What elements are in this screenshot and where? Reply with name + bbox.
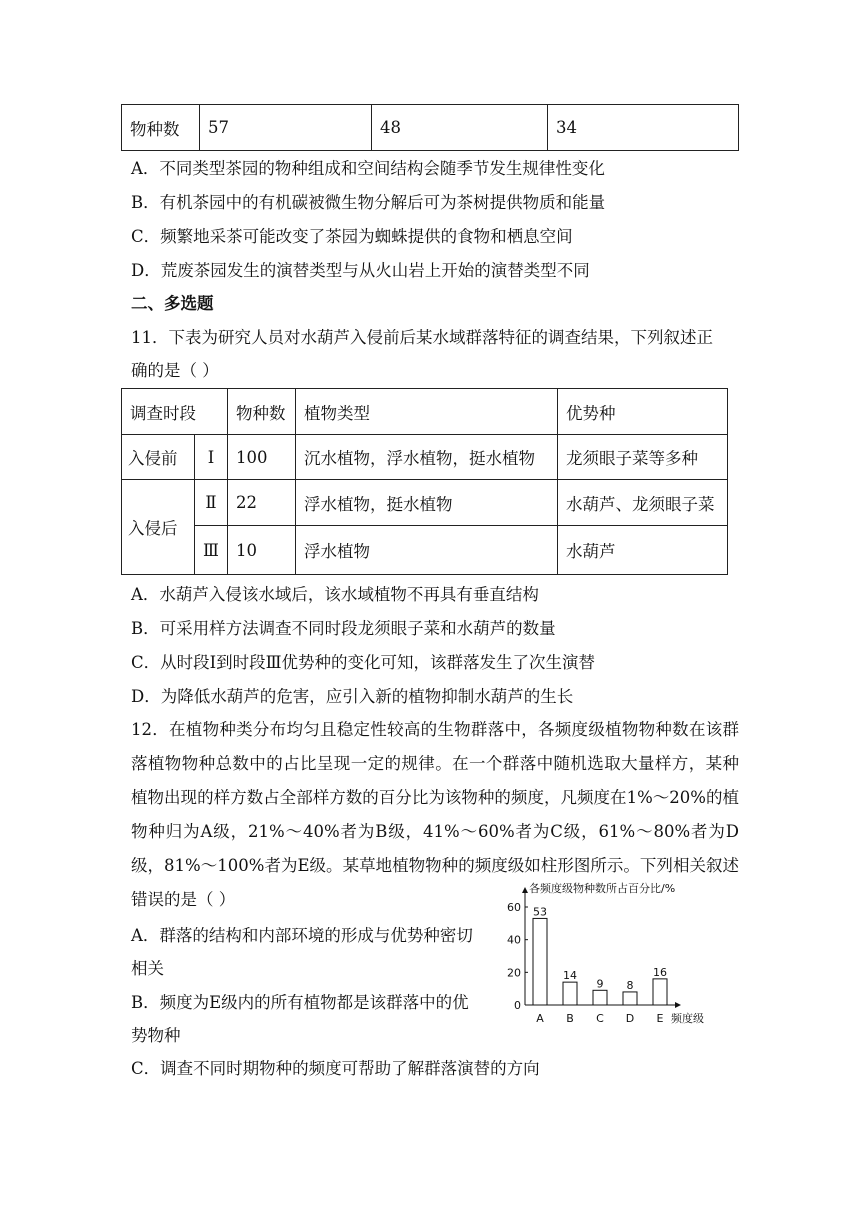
q11-count: 100 — [228, 435, 296, 480]
q10-option-b: B．有机茶园中的有机碳被微生物分解后可为茶树提供物质和能量 — [131, 193, 606, 212]
x-tick-label: E — [656, 1012, 664, 1025]
q12-option-a-cont: 相关 — [131, 959, 164, 978]
q11-plants: 浮水植物 — [296, 526, 558, 575]
x-tick-label: B — [566, 1012, 574, 1025]
q11-plants: 浮水植物，挺水植物 — [296, 480, 558, 526]
q10-row-label: 物种数 — [122, 105, 200, 151]
bar — [593, 990, 607, 1005]
y-tick-label: 40 — [507, 933, 521, 947]
bar — [623, 992, 637, 1005]
q11-period: Ⅲ — [195, 526, 228, 575]
q11-option-a: A．水葫芦入侵该水域后，该水域植物不再具有垂直结构 — [131, 585, 539, 604]
bar — [563, 982, 577, 1005]
q10-option-d: D．荒废茶园发生的演替类型与从火山岩上开始的演替类型不同 — [131, 261, 590, 280]
q11-table — [121, 388, 728, 575]
q10-table — [121, 104, 739, 151]
q11-count: 10 — [228, 526, 296, 575]
q11-stem: 11．下表为研究人员对水葫芦入侵前后某水域群落特征的调查结果，下列叙述正 — [131, 328, 713, 347]
q10-option-c: C．频繁地采茶可能改变了茶园为蜘蛛提供的食物和栖息空间 — [131, 227, 573, 246]
section-title: 二、多选题 — [131, 294, 214, 313]
x-tick-label: A — [536, 1012, 544, 1025]
q11-header-plants: 植物类型 — [296, 389, 558, 435]
bar-value-label: 8 — [626, 978, 634, 992]
q11-dominant: 龙须眼子菜等多种 — [558, 435, 728, 480]
bar-value-label: 16 — [653, 965, 667, 979]
y-tick-label: 0 — [514, 999, 521, 1012]
y-axis-arrow — [522, 887, 528, 893]
q11-period: Ⅰ — [195, 435, 228, 480]
q10-cell: 57 — [200, 105, 372, 151]
x-tick-label: D — [625, 1012, 635, 1025]
bar — [533, 918, 547, 1005]
q11-option-c: C．从时段Ⅰ到时段Ⅲ优势种的变化可知，该群落发生了次生演替 — [131, 653, 596, 672]
bar-value-label: 9 — [596, 977, 604, 991]
q10-cell: 34 — [548, 105, 739, 151]
q10-cell: 48 — [372, 105, 548, 151]
q12-stem: 12．在植物种类分布均匀且稳定性较高的生物群落中，各频度级植物物种数在该群落植物物种总数中的占比呈现一定的规律。在一个群落中随机选取大量样方，某种植物出现的样方数占全部样方数的百分比为该物种的频度，凡频度在1%～20%的植物种归为A级，21%～40%者为B级，41%～60%者为C级，61%～80%者为D级，81%～100%者为E级。某草地植物物种的频度级如柱形图所示。下列相关叙述错误的是（ ） — [131, 720, 739, 909]
q11-option-d: D．为降低水葫芦的危害，应引入新的植物抑制水葫芦的生长 — [131, 687, 574, 706]
q12-option-b: B．频度为E级内的所有植物都是该群落中的优 — [131, 993, 469, 1012]
q10-option-a: A．不同类型茶园的物种组成和空间结构会随季节发生规律性变化 — [131, 159, 605, 178]
q12-option-a: A．群落的结构和内部环境的形成与优势种密切 — [131, 926, 473, 945]
frequency-bar-chart — [490, 880, 740, 1030]
y-axis-title: 各频度级物种数所占百分比/% — [529, 882, 676, 895]
bar — [653, 979, 667, 1005]
q11-stage: 入侵后 — [122, 480, 195, 575]
q11-header-dominant: 优势种 — [558, 389, 728, 435]
q12-option-b-cont: 势物种 — [131, 1026, 181, 1045]
q11-header-count: 物种数 — [228, 389, 296, 435]
x-axis-title: 频度级 — [671, 1012, 704, 1025]
y-tick-label: 20 — [507, 966, 521, 980]
bar-value-label: 53 — [533, 905, 547, 919]
q11-stage: 入侵前 — [122, 435, 195, 480]
q11-dominant: 水葫芦 — [558, 526, 728, 575]
x-axis-arrow — [675, 1002, 681, 1008]
q11-dominant: 水葫芦、龙须眼子菜 — [558, 480, 728, 526]
q11-header-period: 调查时段 — [122, 389, 228, 435]
q11-plants: 沉水植物，浮水植物，挺水植物 — [296, 435, 558, 480]
q11-option-b: B．可采用样方法调查不同时段龙须眼子菜和水葫芦的数量 — [131, 619, 556, 638]
q12-option-c: C．调查不同时期物种的频度可帮助了解群落演替的方向 — [131, 1059, 540, 1078]
q11-period: Ⅱ — [195, 480, 228, 526]
y-tick-label: 60 — [507, 901, 521, 914]
q11-count: 22 — [228, 480, 296, 526]
x-tick-label: C — [596, 1012, 604, 1025]
q11-stem-cont: 确的是（ ） — [131, 361, 219, 380]
bar-value-label: 14 — [563, 969, 577, 983]
